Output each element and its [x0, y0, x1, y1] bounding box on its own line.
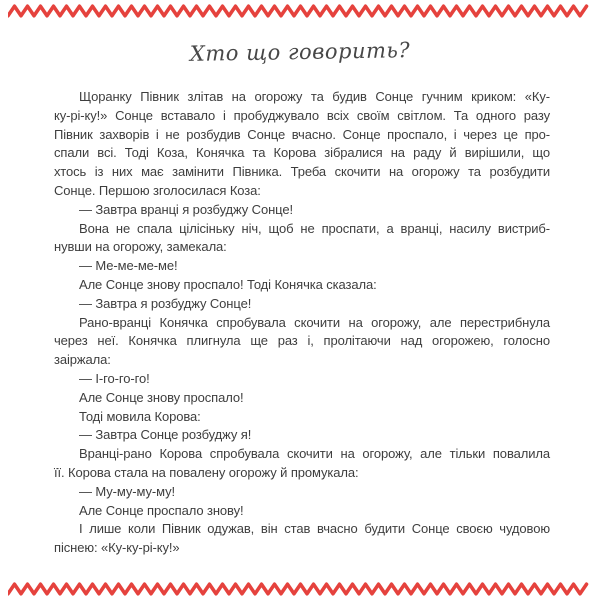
story-line: Тоді мовила Корова: — [79, 408, 201, 424]
zigzag-ribbon-top-icon — [8, 4, 592, 18]
story-line: Але Сонце знову проспало! Тоді Конячка сказала: — [79, 276, 377, 292]
story-line: заіржала: — [54, 352, 111, 368]
story-line: — Ме-ме-ме-ме! — [79, 258, 178, 274]
story-line: І лише коли Півник одужав, він став вчасно будити Сонце своєю чудовою — [79, 521, 550, 537]
zigzag-ribbon-bottom-icon — [8, 582, 592, 596]
story-line: Рано-вранці Конячка спробувала скочити на огорожу, але перестрибнула — [79, 314, 550, 330]
page-title: Хто що говорить? — [189, 38, 411, 66]
story-line: — І-го-го-го! — [79, 370, 150, 386]
story-text — [54, 88, 550, 558]
story-line: Сонце. Першою зголосилася Коза: — [54, 182, 261, 198]
story-line: Півник захворів і не розбудив Сонце вчасно. Сонце проспало, і через це про- — [54, 126, 550, 142]
story-line: спали всі. Тоді Коза, Конячка та Корова зібралися на раду й вирішили, що — [54, 145, 550, 161]
story-line: Але Сонце проспало знову! — [79, 502, 244, 518]
story-line: — Му-му-му-му! — [79, 483, 176, 499]
story-line: через неї. Конячка плигнула ще раз і, пролітаючи над огорожею, голосно — [54, 333, 550, 349]
story-line: Щоранку Півник злітав на огорожу та будив Сонце гучним криком: «Ку- — [79, 89, 550, 104]
story-line: її. Корова стала на повалену огорожу й промукала: — [54, 464, 359, 480]
story-line: Вранці-рано Корова спробувала скочити на огорожу, але тільки повалила — [79, 446, 550, 462]
story-line: Але Сонце знову проспало! — [79, 389, 244, 405]
story-line: — Завтра вранці я розбуджу Сонце! — [79, 201, 294, 217]
story-line: ку-рі-ку!» Сонце вставало і пробуджувало всіх своїм світлом. Та одного разу — [54, 107, 550, 123]
story-line: Вона не спала цілісіньку ніч, щоб не проспати, а вранці, насилу вистриб- — [79, 220, 550, 236]
story-line: хтось із них має замінити Півника. Треба скочити на огорожу та розбудити — [54, 164, 550, 180]
story-line: нувши на огорожу, замекала: — [54, 239, 227, 255]
story-line: — Завтра Сонце розбуджу я! — [79, 427, 252, 443]
story-line: — Завтра я розбуджу Сонце! — [79, 295, 252, 311]
story-line: піснею: «Ку-ку-рі-ку!» — [54, 540, 180, 556]
